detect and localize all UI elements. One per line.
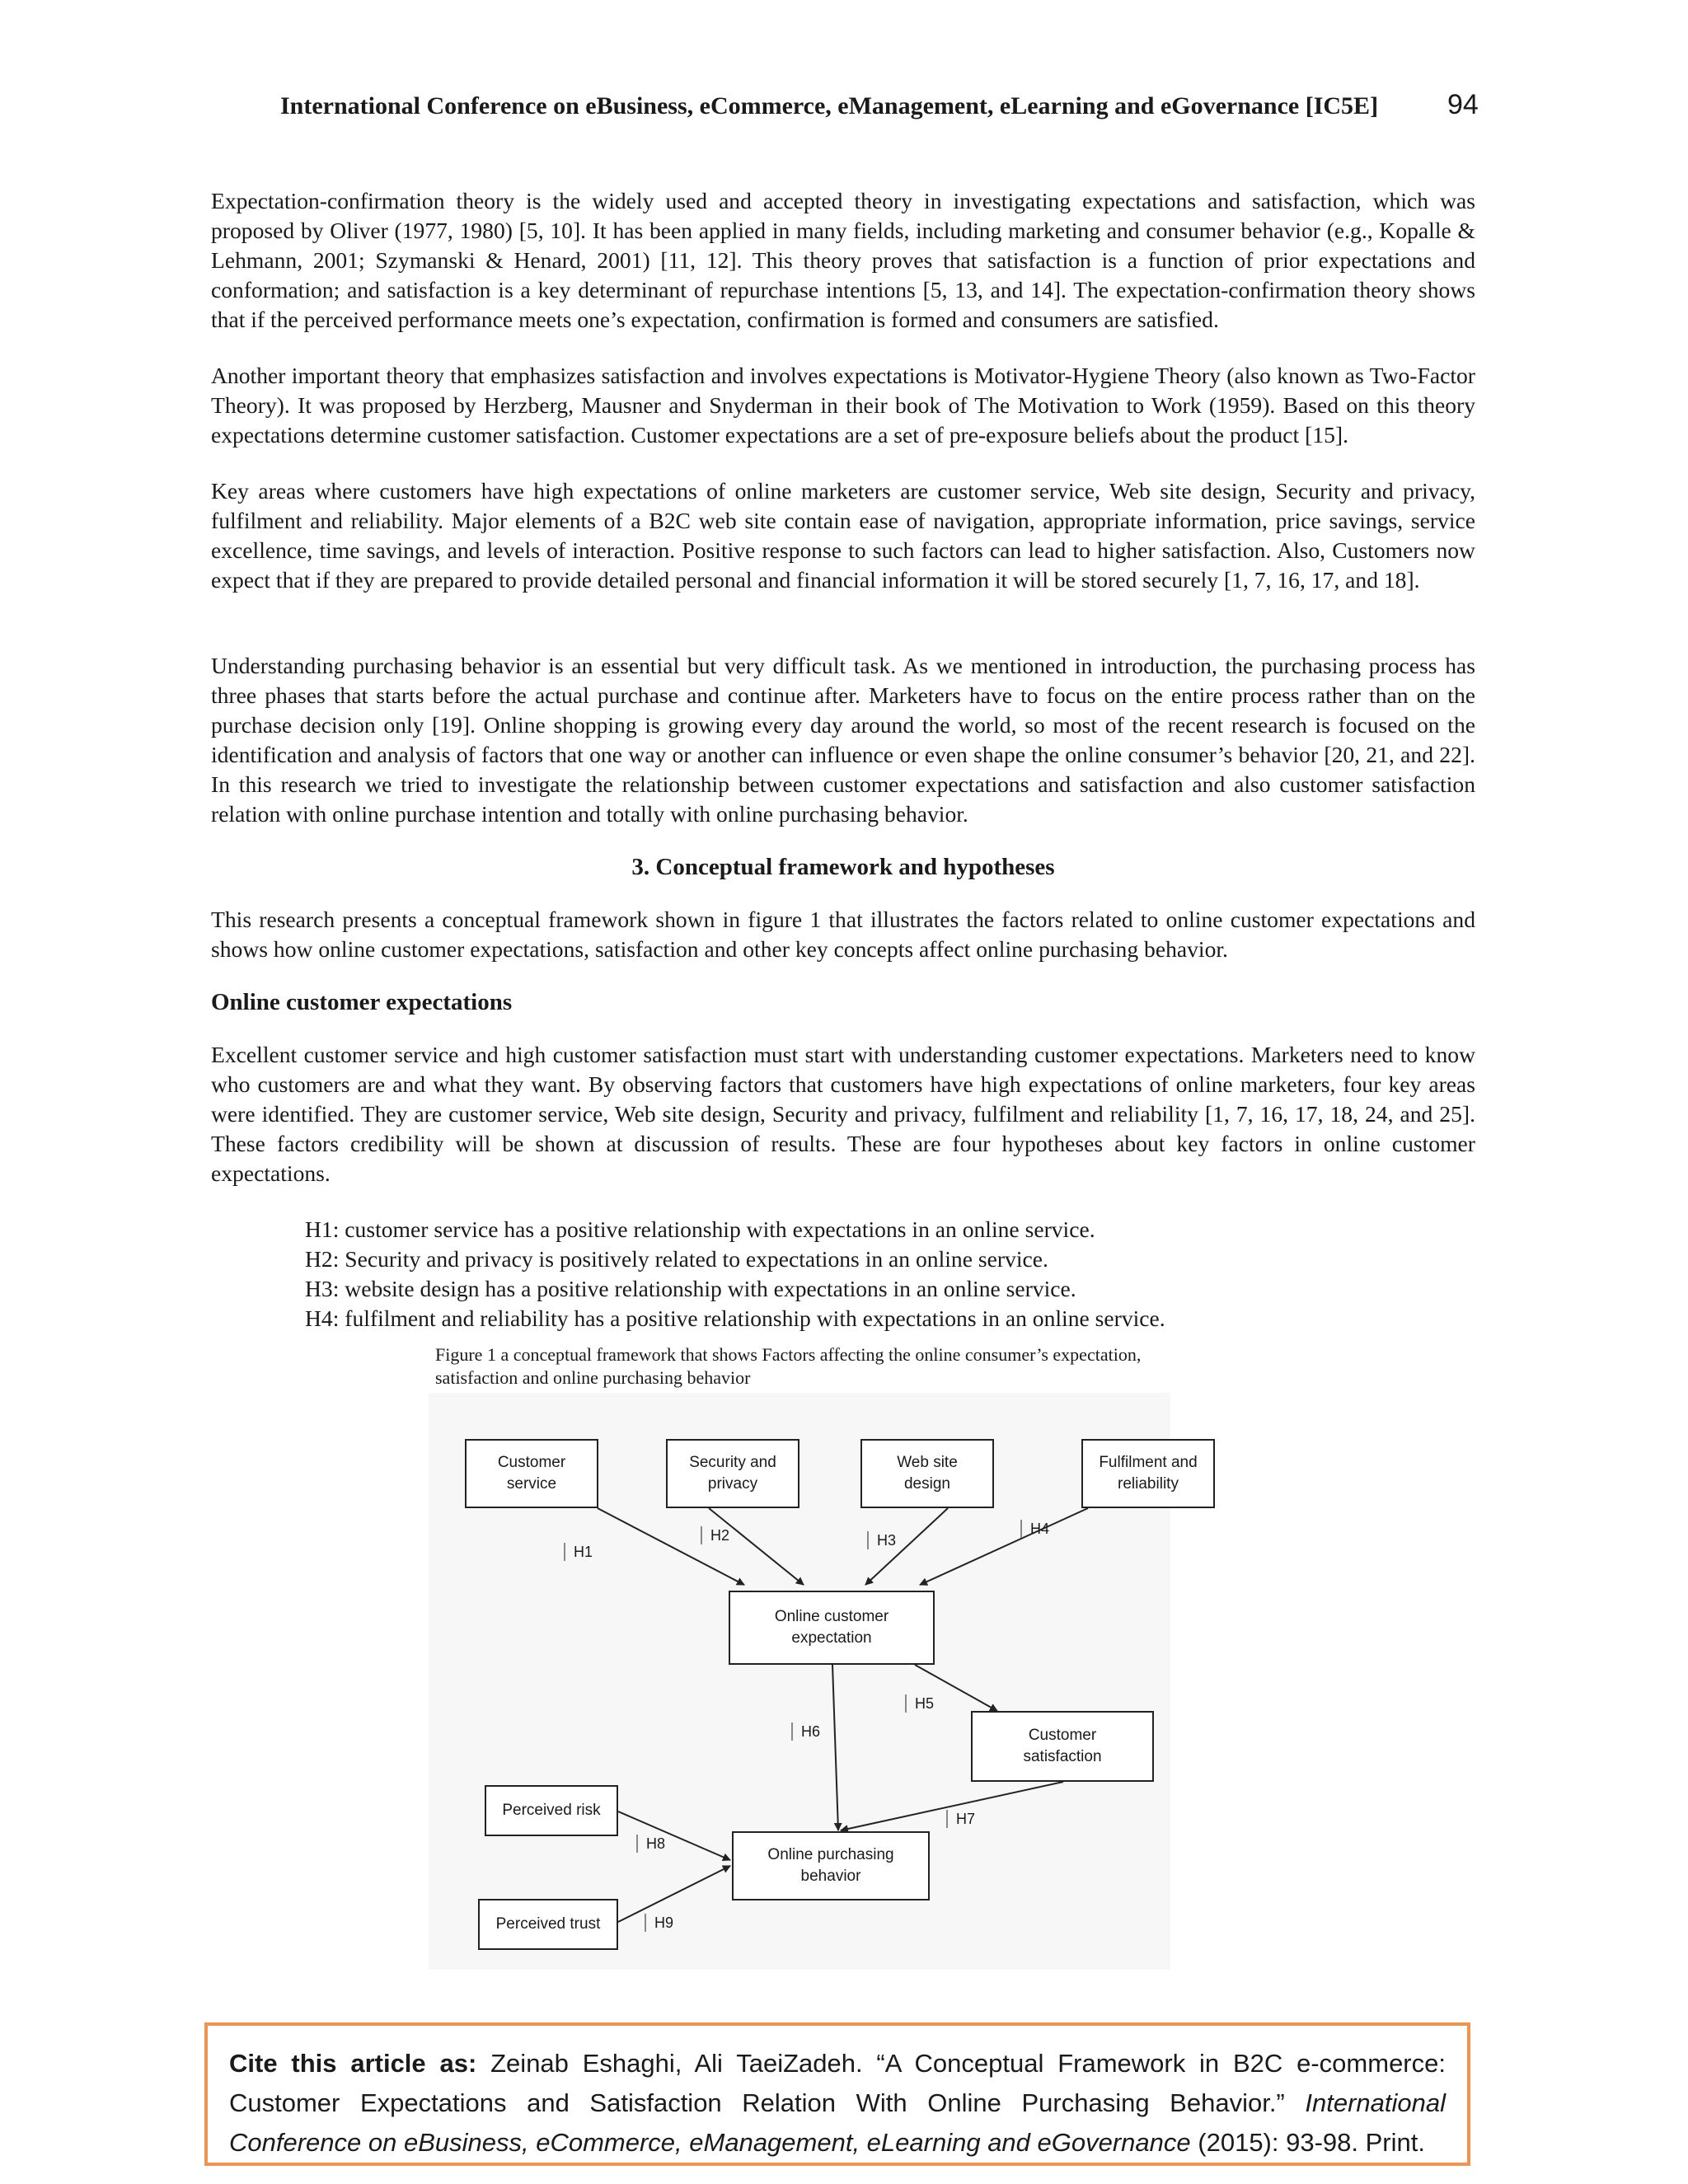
- hypothesis-h4: H4: fulfilment and reliability has a positive relationship with expectations in an online service.: [305, 1305, 1165, 1331]
- paragraph-purchasing-behavior: Understanding purchasing behavior is an essential but very difficult task. As we mentioned in introduction, the purchasing process has three phases that starts before the actual purchase and continue after. Marketers have to focus on the entire process rather than on the purchase decision only [19]. Online shopping is growing every day around the world, so most of the recent research is focused on the identification and analysis of factors that one way or another can influence or even shape the online consumer’s behavior [20, 21, and 22]. In this research we tried to investigate the relationship between customer expectations and satisfaction and also customer satisfaction relation with online purchase intention and totally with online purchasing behavior.: [211, 653, 1475, 827]
- running-header: International Conference on eBusiness, eCommerce, eManagement, eLearning and eGovernance [IC5E]: [280, 92, 1379, 120]
- citation-text: Zeinab Eshaghi, Ali TaeiZadeh. “A Conceptual Framework in B2C e-commerce: Customer Expectations and Satisfaction Relation With Online Purchasing Behavior.”: [229, 2049, 1446, 2117]
- label-h1: H1: [564, 1543, 593, 1561]
- paragraph-online-expectations: Excellent customer service and high customer satisfaction must start with understanding customer expectations. Marketers need to know who customers are and what they want. By observing factors that customers have high expectations of online marketers, four key areas were identified. They are customer service, Web site design, Security and privacy, fulfilment and reliability [1, 7, 16, 17, 18, 24, and 25]. These factors credibility will be shown at discussion of results. These are four hypotheses about key factors in online customer expectations.: [211, 1042, 1475, 1186]
- box-web-site-design: Web site design: [860, 1439, 994, 1508]
- box-perceived-trust: Perceived trust: [478, 1899, 618, 1950]
- arrow-h6: [832, 1665, 838, 1830]
- subheading-online-expectations: Online customer expectations: [211, 989, 513, 1015]
- label-h3: H3: [867, 1531, 896, 1549]
- box-customer-service: Customer service: [465, 1439, 598, 1508]
- page-number: 94: [1447, 89, 1479, 120]
- box-customer-satisfaction: Customer satisfaction: [971, 1711, 1154, 1782]
- citation-label: Cite this article as:: [229, 2049, 477, 2078]
- box-security-privacy: Security and privacy: [666, 1439, 799, 1508]
- box-fulfilment-reliability: Fulfilment and reliability: [1081, 1439, 1215, 1508]
- figure-caption-line2: satisfaction and online purchasing behavior: [435, 1367, 751, 1388]
- paragraph-framework: This research presents a conceptual framework shown in figure 1 that illustrates the factors related to online customer expectations and shows how online customer expectations, satisfaction and other key concepts affect online purchasing behavior.: [211, 907, 1475, 962]
- label-h2: H2: [701, 1526, 729, 1544]
- arrow-h8: [618, 1811, 730, 1860]
- hypothesis-h1: H1: customer service has a positive relationship with expectations in an online service.: [305, 1216, 1095, 1242]
- section-heading: 3. Conceptual framework and hypotheses: [631, 854, 1055, 880]
- box-online-customer-expectation: Online customer expectation: [729, 1591, 935, 1665]
- paragraph-key-areas: Key areas where customers have high expectations of online marketers are customer service, Web site design, Security and privacy, fulfilment and reliability. Major elements of a B2C web site contain ease of navigation, appropriate information, price savings, service excellence, time savings, and levels of interaction. Positive response to such factors can lead to higher satisfaction. Also, Customers now expect that if they are prepared to provide detailed personal and financial information it will be stored securely [1, 7, 16, 17, and 18].: [211, 478, 1475, 593]
- paragraph-expectation-confirmation: Expectation-confirmation theory is the widely used and accepted theory in investigating expectations and satisfaction, which was proposed by Oliver (1977, 1980) [5, 10]. It has been applied in many fields, including marketing and consumer behavior (e.g., Kopalle & Lehmann, 2001; Szymanski & Henard, 2001) [11, 12]. This theory proves that satisfaction is a function of prior expectations and conformation; and satisfaction is a key determinant of repurchase intentions [5, 13, and 14]. The expectation-confirmation theory shows that if the perceived performance meets one’s expectation, confirmation is formed and consumers are satisfied.: [211, 188, 1475, 332]
- figure-caption: [435, 1343, 1226, 1390]
- figure-caption-line1: Figure 1 a conceptual framework that shows Factors affecting the online consumer’s expectation,: [435, 1344, 1142, 1365]
- hypothesis-h3: H3: website design has a positive relationship with expectations in an online service.: [305, 1276, 1076, 1301]
- box-online-purchasing-behavior: Online purchasing behavior: [732, 1831, 930, 1900]
- label-h9: H9: [645, 1914, 673, 1932]
- citation-venue: International Conference on eBusiness, eCommerce, eManagement, eLearning and eGovernance: [229, 2088, 1446, 2157]
- citation-box: [204, 2022, 1470, 2166]
- label-h4: H4: [1020, 1520, 1049, 1538]
- label-h7: H7: [946, 1810, 975, 1828]
- box-perceived-risk: Perceived risk: [485, 1785, 618, 1836]
- conceptual-framework-figure: [429, 1393, 1198, 1970]
- label-h5: H5: [905, 1694, 934, 1713]
- label-h6: H6: [791, 1722, 820, 1741]
- hypothesis-h2: H2: Security and privacy is positively related to expectations in an online service.: [305, 1246, 1048, 1272]
- arrow-h9: [618, 1866, 730, 1922]
- citation-suffix: (2015): 93-98. Print.: [1190, 2128, 1425, 2157]
- arrow-h4: [920, 1508, 1088, 1585]
- label-h8: H8: [636, 1835, 665, 1853]
- paragraph-motivator-hygiene: Another important theory that emphasizes satisfaction and involves expectations is Motivator-Hygiene Theory (also known as Two-Factor Theory). It was proposed by Herzberg, Mausner and Snyderman in their book of The Motivation to Work (1959). Based on this theory expectations determine customer satisfaction. Customer expectations are a set of pre-exposure beliefs about the product [15].: [211, 363, 1475, 448]
